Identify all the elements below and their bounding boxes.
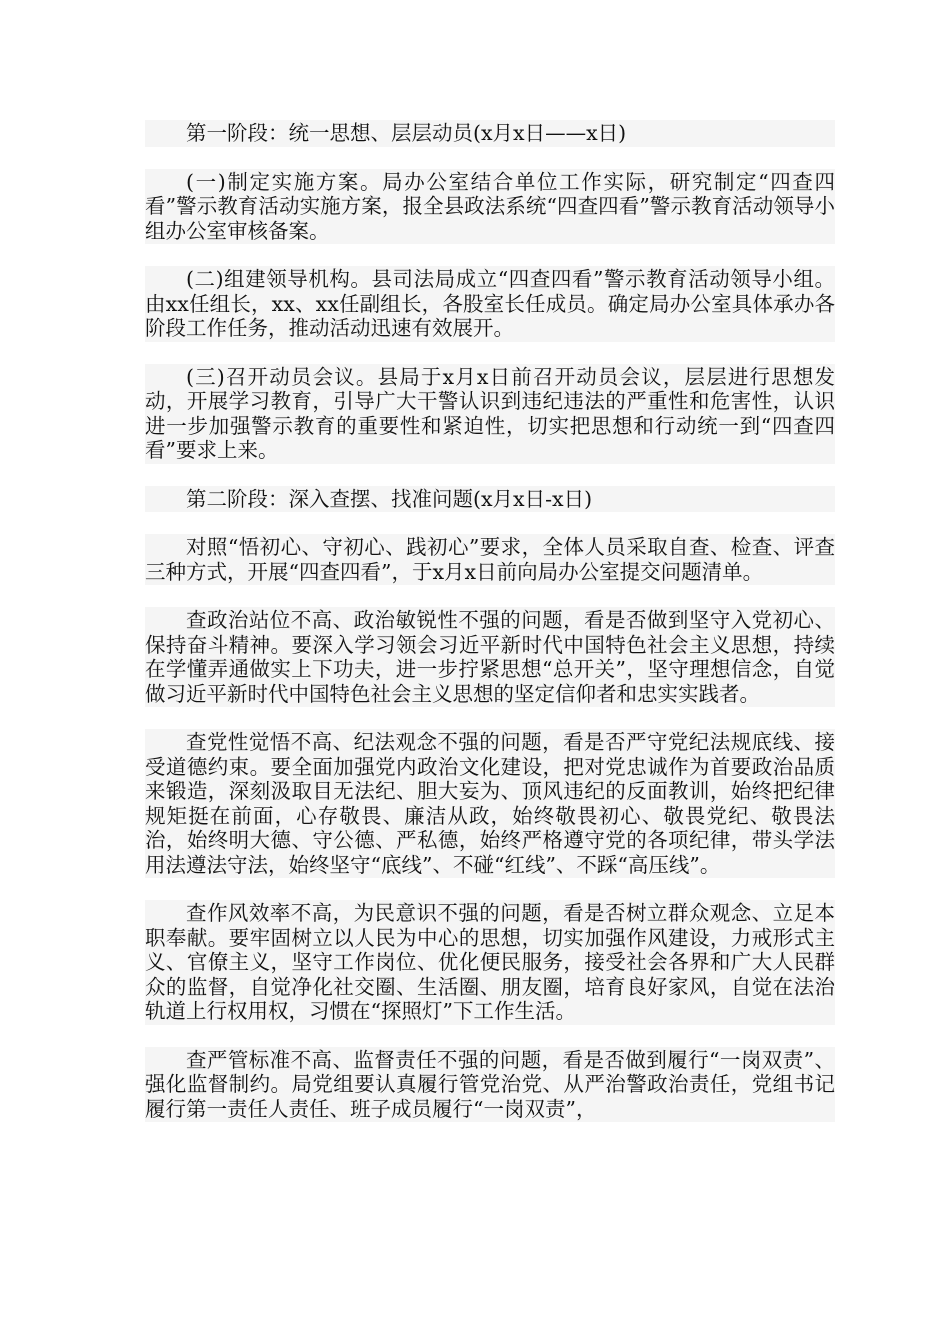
paragraph-supervision: 查严管标准不高、监督责任不强的问题，看是否做到履行“一岗双责”、强化监督制约。局党组要认真履行管党治党、从严治警政治责任，党组书记履行第一责任人责任、班子成员履行“一岗双责”，: [145, 1047, 835, 1121]
paragraph-leadership-body: (二)组建领导机构。县司法局成立“四查四看”警示教育活动领导小组。由xx任组长，xx、xx任副组长，各股室长任成员。确定局办公室具体承办各阶段工作任务，推动活动迅速有效展开。: [145, 267, 835, 340]
paragraph-implementation-plan: (一)制定实施方案。局办公室结合单位工作实际，研究制定“四查四看”警示教育活动实施方案，报全县政法系统“四查四看”警示教育活动领导小组办公室审核备案。: [145, 169, 835, 243]
paragraph-party-discipline: 查党性觉悟不高、纪法观念不强的问题，看是否严守党纪法规底线、接受道德约束。要全面加强党内政治文化建设，把对党忠诚作为首要政治品质来锻造，深刻汲取目无法纪、胆大妄为、顶风违纪的反面教训，始终把纪律规矩挺在前面，心存敬畏、廉洁从政，始终敬畏初心、敬畏党纪、敬畏法治，始终明大德、守公德、严私德，始终严格遵守党的各项纪律，带头学法用法遵法守法，始终坚守“底线”、不碰“红线”、不踩“高压线”。: [145, 730, 835, 877]
document-body: [145, 120, 835, 1144]
paragraph-self-check: 对照“悟初心、守初心、践初心”要求，全体人员采取自查、检查、评查三种方式，开展“四查四看”，于x月x日前向局办公室提交问题清单。: [145, 535, 835, 584]
stage-two-heading: 第二阶段：深入查摆、找准问题(x月x日-x日): [145, 486, 835, 513]
paragraph-mobilization-meeting: (三)召开动员会议。县局于x月x日前召开动员会议，层层进行思想发动，开展学习教育，引导广大干警认识到违纪违法的严重性和危害性，认识进一步加强警示教育的重要性和紧迫性，切实把思想和行动统一到“四查四看”要求上来。: [145, 364, 835, 462]
paragraph-political-standing: 查政治站位不高、政治敏锐性不强的问题，看是否做到坚守入党初心、保持奋斗精神。要深入学习领会习近平新时代中国特色社会主义思想，持续在学懂弄通做实上下功夫，进一步拧紧思想“总开关”，坚守理想信念，自觉做习近平新时代中国特色社会主义思想的坚定信仰者和忠实实践者。: [145, 608, 835, 706]
stage-one-heading: 第一阶段：统一思想、层层动员(x月x日——x日): [145, 120, 835, 147]
paragraph-work-style: 查作风效率不高，为民意识不强的问题，看是否树立群众观念、立足本职奉献。要牢固树立以人民为中心的思想，切实加强作风建设，力戒形式主义、官僚主义，坚守工作岗位、优化便民服务，接受社会各界和广大人民群众的监督，自觉净化社交圈、生活圈、朋友圈，培育良好家风，自觉在法治轨道上行权用权，习惯在“探照灯”下工作生活。: [145, 901, 835, 1023]
